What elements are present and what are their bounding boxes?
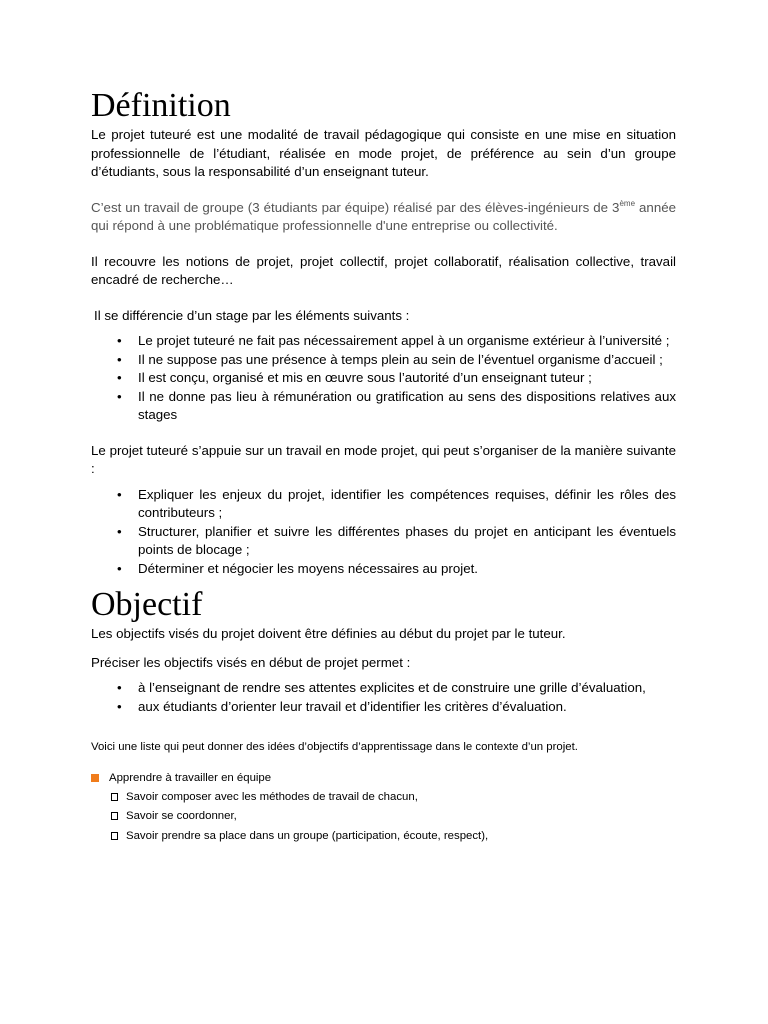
benefits-list <box>91 679 676 716</box>
list-item-text: Il est conçu, organisé et mis en œuvre sous l’autorité d’un enseignant tuteur ; <box>138 370 592 385</box>
list-item-text: Il ne donne pas lieu à rémunération ou gratification au sens des dispositions relatives aux stages <box>138 388 676 422</box>
list-item-text: Savoir se coordonner, <box>126 810 237 822</box>
objectives-intro: Voici une liste qui peut donner des idées d’objectifs d’apprentissage dans le contexte d’un projet. <box>91 741 578 753</box>
objectif-paragraph-2: Préciser les objectifs visés en début de projet permet : <box>91 654 411 670</box>
checkbox-icon <box>111 793 118 801</box>
definition-paragraph-1: Le projet tuteuré est une modalité de travail pédagogique qui consiste en une mise en situation professionnelle de l’étudiant, réalisée en mode projet, de préférence au sein d’un groupe d’étudiants, sous la responsabilité d’un enseignant tuteur. <box>91 127 676 179</box>
list-item <box>91 807 676 827</box>
p2-superscript: ème <box>619 198 636 208</box>
orange-square-icon <box>91 774 99 782</box>
checkbox-icon <box>111 832 118 840</box>
objectif-heading: Objectif <box>91 586 203 623</box>
definition-paragraph-5: Le projet tuteuré s’appuie sur un travail en mode projet, qui peut s’organiser de la manière suivante : <box>91 442 676 476</box>
teamwork-list <box>91 788 676 847</box>
list-item-text: Il ne suppose pas une présence à temps plein au sein de l’éventuel organisme d’accueil ; <box>138 351 663 367</box>
list-item <box>91 560 676 579</box>
list-item <box>91 332 676 351</box>
stage-difference-list <box>91 332 676 425</box>
checkbox-icon <box>111 812 118 820</box>
objectif-paragraph-1: Les objectifs visés du projet doivent être définies au début du projet par le tuteur. <box>91 626 566 641</box>
definition-heading: Définition <box>91 87 231 124</box>
list-item-text: Expliquer les enjeux du projet, identifier les compétences requises, définir les rôles des contributeurs ; <box>138 486 676 520</box>
definition-paragraph-2 <box>91 199 676 236</box>
list-item <box>91 679 676 698</box>
list-item <box>91 351 676 370</box>
list-item-text: Savoir prendre sa place dans un groupe (participation, écoute, respect), <box>126 829 489 842</box>
list-item-text: Savoir composer avec les méthodes de travail de chacun, <box>126 790 418 803</box>
definition-paragraph-3: Il recouvre les notions de projet, projet collectif, projet collaboratif, réalisation collective, travail encadré de recherche… <box>91 253 676 287</box>
definition-paragraph-4: Il se différencie d’un stage par les éléments suivants : <box>94 307 410 323</box>
bullet-icon: • <box>117 333 122 348</box>
bullet-icon: • <box>117 680 122 695</box>
list-item <box>91 486 676 523</box>
p2-text-after: année qui répond à une problématique professionnelle d'une entreprise ou collectivité. <box>91 199 676 233</box>
list-item <box>91 788 676 808</box>
teamwork-heading-text: Apprendre à travailler en équipe <box>109 771 272 784</box>
list-item-text: Le projet tuteuré ne fait pas nécessairement appel à un organisme extérieur à l’université ; <box>138 333 670 348</box>
list-item <box>91 369 676 388</box>
list-item-text: aux étudiants d’orienter leur travail et d’identifier les critères d’évaluation. <box>138 698 567 714</box>
bullet-icon: • <box>117 523 122 539</box>
p2-text-before: C’est un travail de groupe (3 étudiants par équipe) réalisé par des élèves-ingénieurs de 3 <box>91 199 620 215</box>
bullet-icon: • <box>117 370 122 385</box>
list-item <box>91 388 676 425</box>
list-item <box>91 827 676 847</box>
bullet-icon: • <box>117 486 122 502</box>
bullet-icon: • <box>117 388 122 404</box>
teamwork-heading <box>91 769 676 788</box>
bullet-icon: • <box>117 351 122 367</box>
list-item-text: Déterminer et négocier les moyens nécessaires au projet. <box>138 560 478 576</box>
bullet-icon: • <box>117 560 122 576</box>
list-item-text: Structurer, planifier et suivre les différentes phases du projet en anticipant les éventuels points de blocage ; <box>138 523 676 557</box>
list-item <box>91 523 676 560</box>
organisation-list <box>91 486 676 579</box>
bullet-icon: • <box>117 698 122 714</box>
list-item-text: à l’enseignant de rendre ses attentes explicites et de construire une grille d’évaluation, <box>138 680 646 695</box>
list-item <box>91 698 676 717</box>
document-content <box>91 86 676 846</box>
